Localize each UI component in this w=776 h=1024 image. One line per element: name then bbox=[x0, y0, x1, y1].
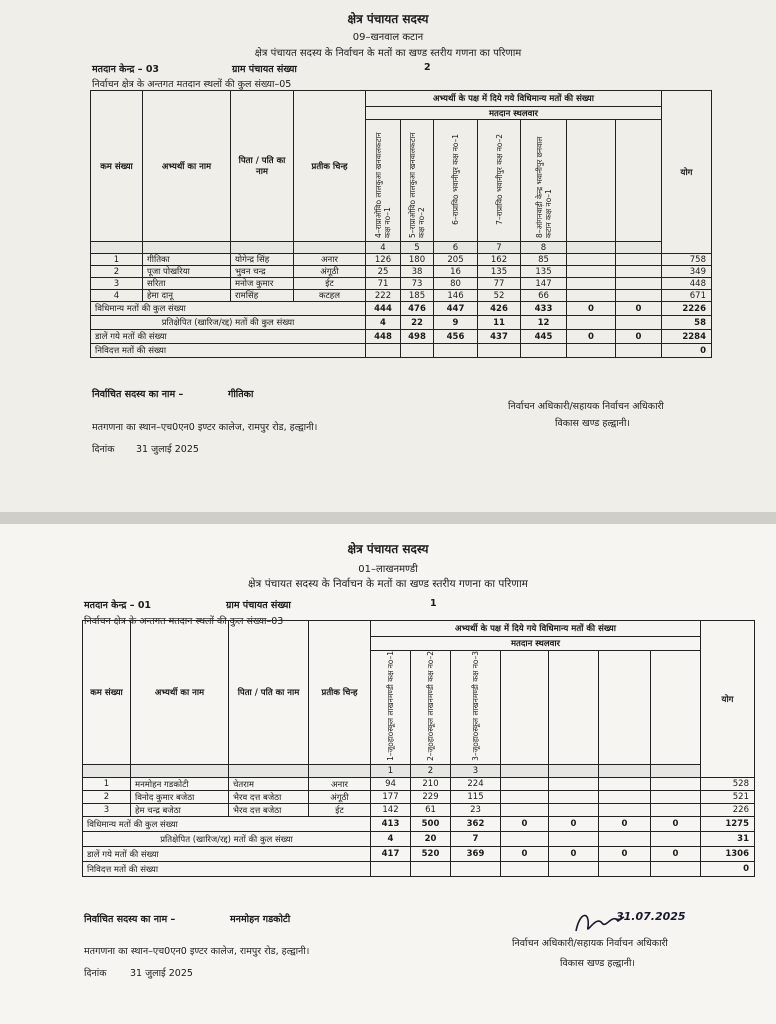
candidate-symbol: अनार bbox=[309, 778, 371, 791]
booth-name: 3–जूoहाoस्कूल लाखनमण्डी कक्ष नo–3 bbox=[451, 651, 501, 765]
summary-value bbox=[549, 862, 599, 877]
summary-value: 12 bbox=[521, 316, 567, 330]
booth-number bbox=[567, 242, 616, 254]
candidate-votes bbox=[549, 778, 599, 791]
candidate-row bbox=[91, 266, 712, 278]
candidate-parent: योगेन्द्र सिंह bbox=[231, 254, 294, 266]
booth-number: 2 bbox=[411, 765, 451, 778]
summary-value bbox=[651, 832, 701, 847]
summary-value: 0 bbox=[549, 817, 599, 832]
summary-value bbox=[521, 344, 567, 358]
header-valid-votes: अभ्यर्थी के पक्ष में दिये गये विधिमान्य मतों की संख्या bbox=[366, 91, 662, 107]
summary-value: 433 bbox=[521, 302, 567, 316]
candidate-votes bbox=[651, 778, 701, 791]
summary-value bbox=[501, 862, 549, 877]
candidate-votes bbox=[599, 791, 651, 804]
summary-value bbox=[599, 862, 651, 877]
summary-value: 20 bbox=[411, 832, 451, 847]
candidate-sr: 1 bbox=[83, 778, 131, 791]
sheet2-elected-name: मनमोहन गडकोटी bbox=[230, 914, 291, 925]
summary-value bbox=[567, 316, 616, 330]
summary-value: 9 bbox=[434, 316, 478, 330]
candidate-votes: 185 bbox=[401, 290, 434, 302]
booth-name: 2–जूoहाoस्कूल लाखनमण्डी कक्ष नo–2 bbox=[411, 651, 451, 765]
header-symbol: प्रतीक चिन्ह bbox=[294, 91, 366, 242]
summary-value bbox=[411, 862, 451, 877]
booth-number bbox=[651, 765, 701, 778]
candidate-row bbox=[83, 804, 755, 817]
booth-name bbox=[616, 120, 662, 242]
booth-number: 6 bbox=[434, 242, 478, 254]
candidate-votes: 162 bbox=[478, 254, 521, 266]
candidate-votes: 23 bbox=[451, 804, 501, 817]
summary-row bbox=[83, 832, 755, 847]
candidate-votes: 205 bbox=[434, 254, 478, 266]
candidate-votes bbox=[616, 266, 662, 278]
candidate-votes bbox=[567, 290, 616, 302]
sheet2-title: क्षेत्र पंचायत सदस्य bbox=[347, 542, 429, 556]
candidate-sr: 2 bbox=[91, 266, 143, 278]
summary-row bbox=[83, 847, 755, 862]
candidate-votes: 142 bbox=[371, 804, 411, 817]
sheet1-title: क्षेत्र पंचायत सदस्य bbox=[347, 12, 429, 26]
candidate-votes: 73 bbox=[401, 278, 434, 290]
summary-value: 7 bbox=[451, 832, 501, 847]
header-booth-wise: मतदान स्थलवार bbox=[371, 637, 701, 651]
sheet2-date-label: दिनांक bbox=[84, 968, 107, 979]
booth-name: 1–जूoहाoस्कूल लाखनमण्डी कक्ष नo–1 bbox=[371, 651, 411, 765]
summary-value: 0 bbox=[616, 302, 662, 316]
candidate-symbol: ईट bbox=[309, 804, 371, 817]
summary-value bbox=[478, 344, 521, 358]
candidate-sr: 3 bbox=[83, 804, 131, 817]
sheet1-ward: 09–खनवाल कटान bbox=[352, 32, 424, 43]
header-total: योग bbox=[662, 91, 712, 254]
summary-row bbox=[83, 862, 755, 877]
candidate-votes: 180 bbox=[401, 254, 434, 266]
sheet2-results-table bbox=[82, 620, 755, 877]
candidate-parent: भैरव दत्त बजेठा bbox=[229, 804, 309, 817]
candidate-symbol: अनार bbox=[294, 254, 366, 266]
candidate-name: हेमा दानू bbox=[143, 290, 231, 302]
sheet1-booths-line: निर्वाचन क्षेत्र के अन्तगत मतदान स्थलों की कुल संख्या–05 bbox=[92, 79, 292, 90]
summary-value: 445 bbox=[521, 330, 567, 344]
candidate-name: मनमोहन गडकोटी bbox=[131, 778, 229, 791]
candidate-votes: 177 bbox=[371, 791, 411, 804]
sheet2-ward: 01–लाखनमण्डी bbox=[358, 564, 418, 575]
summary-label: निविदत्त मतों की संख्या bbox=[91, 344, 366, 358]
candidate-total: 226 bbox=[701, 804, 755, 817]
sheet2-venue: मतगणना का स्थान–एच0एन0 इण्टर कालेज, रामपुर रोड, हल्द्वानी। bbox=[84, 946, 310, 957]
sheet1-elected-name: गीतिका bbox=[228, 389, 254, 400]
summary-row bbox=[91, 316, 712, 330]
candidate-parent: मनोज कुमार bbox=[231, 278, 294, 290]
summary-value: 362 bbox=[451, 817, 501, 832]
header-parent: पिता / पति का नाम bbox=[229, 621, 309, 765]
booth-number bbox=[616, 242, 662, 254]
candidate-parent: भैरव दत्त बजेठा bbox=[229, 791, 309, 804]
header-symbol: प्रतीक चिन्ह bbox=[309, 621, 371, 765]
candidate-sr: 2 bbox=[83, 791, 131, 804]
summary-total: 2226 bbox=[662, 302, 712, 316]
booth-name: 6–राप्राविo भवानीपुर कक्ष नo–1 bbox=[434, 120, 478, 242]
candidate-votes: 115 bbox=[451, 791, 501, 804]
sheet1-gp-label: ग्राम पंचायत संख्या bbox=[232, 64, 297, 75]
summary-value: 4 bbox=[371, 832, 411, 847]
summary-value bbox=[599, 832, 651, 847]
booth-number: 3 bbox=[451, 765, 501, 778]
summary-value: 437 bbox=[478, 330, 521, 344]
summary-value: 22 bbox=[401, 316, 434, 330]
candidate-votes: 16 bbox=[434, 266, 478, 278]
candidate-votes bbox=[549, 791, 599, 804]
candidate-votes: 210 bbox=[411, 778, 451, 791]
booth-name: 8–आंगनवाड़ी केन्द्र भवानीपुर छनवाल कटान कक्ष नo–1 bbox=[521, 120, 567, 242]
candidate-total: 671 bbox=[662, 290, 712, 302]
candidate-row bbox=[83, 778, 755, 791]
candidate-name: विनोद कुमार बजेठा bbox=[131, 791, 229, 804]
candidate-votes: 224 bbox=[451, 778, 501, 791]
summary-value: 0 bbox=[599, 817, 651, 832]
summary-value bbox=[567, 344, 616, 358]
summary-label: प्रतिक्षेपित (खारिज/रद्द) मतों की कुल संख्या bbox=[83, 832, 371, 847]
summary-label: डालें गये मतों की संख्या bbox=[91, 330, 366, 344]
sheet2-elected-label: निर्वाचित सदस्य का नाम – bbox=[84, 914, 176, 925]
booth-name: 4–राप्राओविo लालकुआ खनवालकटान कक्ष नo–1 bbox=[366, 120, 401, 242]
sheet1-block: विकास खण्ड हल्द्वानी। bbox=[555, 418, 631, 429]
candidate-votes: 71 bbox=[366, 278, 401, 290]
booth-number bbox=[599, 765, 651, 778]
sheet1-officer: निर्वाचन अधिकारी/सहायक निर्वाचन अधिकारी bbox=[508, 401, 664, 412]
summary-row bbox=[91, 330, 712, 344]
candidate-votes: 25 bbox=[366, 266, 401, 278]
candidate-votes bbox=[599, 804, 651, 817]
candidate-votes bbox=[616, 254, 662, 266]
summary-value bbox=[401, 344, 434, 358]
booth-number bbox=[501, 765, 549, 778]
candidate-votes bbox=[567, 278, 616, 290]
summary-total: 0 bbox=[662, 344, 712, 358]
sheet2-gp-number: 1 bbox=[430, 598, 437, 609]
candidate-row bbox=[91, 254, 712, 266]
candidate-votes bbox=[501, 791, 549, 804]
summary-value: 448 bbox=[366, 330, 401, 344]
sheet2-subtitle: क्षेत्र पंचायत सदस्य के निर्वाचन के मतों का खण्ड स्तरीय गणना का परिणाम bbox=[248, 578, 528, 590]
candidate-total: 448 bbox=[662, 278, 712, 290]
header-parent: पिता / पति का नाम bbox=[231, 91, 294, 242]
candidate-votes: 77 bbox=[478, 278, 521, 290]
booth-name bbox=[651, 651, 701, 765]
candidate-votes: 222 bbox=[366, 290, 401, 302]
summary-total: 58 bbox=[662, 316, 712, 330]
header-booth-wise: मतदान स्थलवार bbox=[366, 107, 662, 120]
summary-value: 0 bbox=[567, 302, 616, 316]
candidate-sr: 4 bbox=[91, 290, 143, 302]
candidate-votes bbox=[501, 778, 549, 791]
booth-name bbox=[501, 651, 549, 765]
summary-value: 417 bbox=[371, 847, 411, 862]
summary-row bbox=[91, 302, 712, 316]
sheet1-center: मतदान केन्द्र – 03 bbox=[92, 64, 160, 75]
candidate-votes: 147 bbox=[521, 278, 567, 290]
candidate-votes: 66 bbox=[521, 290, 567, 302]
summary-value bbox=[451, 862, 501, 877]
candidate-votes: 135 bbox=[521, 266, 567, 278]
candidate-votes: 146 bbox=[434, 290, 478, 302]
candidate-votes bbox=[501, 804, 549, 817]
sheet1-results-table bbox=[90, 90, 712, 358]
summary-label: विधिमान्य मतों की कुल संख्या bbox=[83, 817, 371, 832]
summary-value: 0 bbox=[599, 847, 651, 862]
summary-label: निविदत्त मतों की संख्या bbox=[83, 862, 371, 877]
sheet1-venue: मतगणना का स्थान–एच0एन0 इण्टर कालेज, रामपुर रोड, हल्द्वानी। bbox=[92, 422, 318, 433]
booth-name: 5–राप्राओविo लालकुआ खनवालकटान कक्ष नo–2 bbox=[401, 120, 434, 242]
candidate-votes: 135 bbox=[478, 266, 521, 278]
candidate-votes: 61 bbox=[411, 804, 451, 817]
summary-value: 0 bbox=[651, 847, 701, 862]
summary-value: 456 bbox=[434, 330, 478, 344]
candidate-name: सरिता bbox=[143, 278, 231, 290]
header-sr: कम संख्या bbox=[83, 621, 131, 765]
candidate-votes bbox=[599, 778, 651, 791]
candidate-votes: 94 bbox=[371, 778, 411, 791]
booth-number: 7 bbox=[478, 242, 521, 254]
sheet1-subtitle: क्षेत्र पंचायत सदस्य के निर्वाचन के मतों का खण्ड स्तरीय गणना का परिणाम bbox=[254, 48, 522, 59]
booth-number: 1 bbox=[371, 765, 411, 778]
candidate-parent: चेतराम bbox=[229, 778, 309, 791]
signature-date: 31.07.2025 bbox=[616, 910, 686, 923]
candidate-votes bbox=[651, 804, 701, 817]
booth-number: 5 bbox=[401, 242, 434, 254]
summary-value: 0 bbox=[567, 330, 616, 344]
candidate-votes: 52 bbox=[478, 290, 521, 302]
summary-label: प्रतिक्षेपित (खारिज/रद्द) मतों की कुल संख्या bbox=[91, 316, 366, 330]
booth-number: 4 bbox=[366, 242, 401, 254]
summary-value: 0 bbox=[501, 847, 549, 862]
candidate-symbol: ईट bbox=[294, 278, 366, 290]
summary-total: 31 bbox=[701, 832, 755, 847]
sheet2-gp-label: ग्राम पंचायत संख्या bbox=[226, 600, 291, 611]
summary-value: 0 bbox=[651, 817, 701, 832]
candidate-votes: 229 bbox=[411, 791, 451, 804]
summary-label: डालें गये मतों की संख्या bbox=[83, 847, 371, 862]
summary-value: 0 bbox=[549, 847, 599, 862]
summary-value bbox=[434, 344, 478, 358]
booth-name bbox=[567, 120, 616, 242]
summary-total: 1275 bbox=[701, 817, 755, 832]
candidate-votes bbox=[567, 254, 616, 266]
header-candidate: अभ्यर्थी का नाम bbox=[131, 621, 229, 765]
summary-value: 476 bbox=[401, 302, 434, 316]
sheet2-center: मतदान केन्द्र – 01 bbox=[84, 600, 152, 611]
candidate-votes bbox=[549, 804, 599, 817]
summary-label: विधिमान्य मतों की कुल संख्या bbox=[91, 302, 366, 316]
summary-value: 11 bbox=[478, 316, 521, 330]
summary-value: 369 bbox=[451, 847, 501, 862]
summary-value: 413 bbox=[371, 817, 411, 832]
sheet1-elected-label: निर्वाचित सदस्य का नाम – bbox=[92, 389, 184, 400]
summary-row bbox=[91, 344, 712, 358]
candidate-name: गीतिका bbox=[143, 254, 231, 266]
booth-number: 8 bbox=[521, 242, 567, 254]
summary-row bbox=[83, 817, 755, 832]
summary-value bbox=[371, 862, 411, 877]
candidate-total: 758 bbox=[662, 254, 712, 266]
header-sr: कम संख्या bbox=[91, 91, 143, 242]
summary-value: 0 bbox=[501, 817, 549, 832]
candidate-votes bbox=[567, 266, 616, 278]
summary-value: 426 bbox=[478, 302, 521, 316]
candidate-votes: 80 bbox=[434, 278, 478, 290]
booth-number bbox=[549, 765, 599, 778]
summary-value bbox=[549, 832, 599, 847]
candidate-name: पूजा पोखरिया bbox=[143, 266, 231, 278]
sheet2-block: विकास खण्ड हल्द्वानी। bbox=[560, 958, 636, 969]
header-valid-votes: अभ्यर्थी के पक्ष में दिये गये विधिमान्य मतों की संख्या bbox=[371, 621, 701, 637]
summary-value: 4 bbox=[366, 316, 401, 330]
candidate-row bbox=[91, 290, 712, 302]
summary-total: 2284 bbox=[662, 330, 712, 344]
summary-value bbox=[501, 832, 549, 847]
candidate-votes: 38 bbox=[401, 266, 434, 278]
page-gap bbox=[0, 512, 776, 524]
candidate-votes bbox=[616, 290, 662, 302]
booth-name bbox=[599, 651, 651, 765]
sheet1-date-label: दिनांक bbox=[92, 444, 115, 455]
candidate-symbol: अंगूठी bbox=[294, 266, 366, 278]
candidate-total: 528 bbox=[701, 778, 755, 791]
summary-total: 0 bbox=[701, 862, 755, 877]
candidate-sr: 1 bbox=[91, 254, 143, 266]
summary-value: 500 bbox=[411, 817, 451, 832]
booth-name bbox=[549, 651, 599, 765]
sheet2-date: 31 जुलाई 2025 bbox=[130, 968, 193, 979]
sheet1-date: 31 जुलाई 2025 bbox=[136, 444, 199, 455]
summary-value: 444 bbox=[366, 302, 401, 316]
sheet2-officer: निर्वाचन अधिकारी/सहायक निर्वाचन अधिकारी bbox=[512, 938, 668, 949]
candidate-name: हेम चन्द्र बजेठा bbox=[131, 804, 229, 817]
candidate-votes bbox=[651, 791, 701, 804]
candidate-row bbox=[91, 278, 712, 290]
summary-value: 498 bbox=[401, 330, 434, 344]
summary-value: 447 bbox=[434, 302, 478, 316]
candidate-row bbox=[83, 791, 755, 804]
summary-value: 520 bbox=[411, 847, 451, 862]
candidate-parent: रामसिंह bbox=[231, 290, 294, 302]
sheet2-booths-line: निर्वाचन क्षेत्र के अन्तगत मतदान स्थलों की कुल संख्या–03 bbox=[84, 616, 284, 627]
sheet1-gp-number: 2 bbox=[424, 62, 431, 73]
summary-value bbox=[651, 862, 701, 877]
candidate-symbol: अंगूठी bbox=[309, 791, 371, 804]
candidate-parent: भुवन चन्द्र bbox=[231, 266, 294, 278]
candidate-votes: 85 bbox=[521, 254, 567, 266]
summary-value bbox=[616, 316, 662, 330]
candidate-votes: 126 bbox=[366, 254, 401, 266]
summary-total: 1306 bbox=[701, 847, 755, 862]
header-total: योग bbox=[701, 621, 755, 778]
summary-value bbox=[616, 344, 662, 358]
candidate-total: 521 bbox=[701, 791, 755, 804]
candidate-votes bbox=[616, 278, 662, 290]
summary-value bbox=[366, 344, 401, 358]
candidate-symbol: कटहल bbox=[294, 290, 366, 302]
candidate-sr: 3 bbox=[91, 278, 143, 290]
candidate-total: 349 bbox=[662, 266, 712, 278]
header-candidate: अभ्यर्थी का नाम bbox=[143, 91, 231, 242]
booth-name: 7–राप्राविo भवानीपुर कक्ष नo–2 bbox=[478, 120, 521, 242]
summary-value: 0 bbox=[616, 330, 662, 344]
